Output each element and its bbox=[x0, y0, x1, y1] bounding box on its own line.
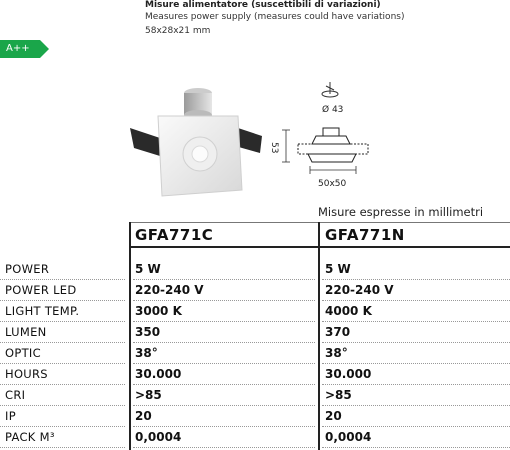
table-header-rule bbox=[130, 246, 510, 248]
power-supply-dimensions: 58x28x21 mm bbox=[145, 26, 211, 36]
row-dotted-rule bbox=[0, 447, 125, 448]
spec-value-model-2: 5 W bbox=[325, 262, 351, 276]
model-header-1: GFA771C bbox=[135, 226, 214, 244]
spec-label: LIGHT TEMP. bbox=[5, 304, 80, 318]
spec-value-model-1: 20 bbox=[135, 409, 152, 423]
table-top-rule bbox=[130, 222, 510, 223]
units-note: Misure espresse in millimetri bbox=[318, 205, 484, 219]
table-row bbox=[0, 364, 510, 385]
spec-value-model-2: 20 bbox=[325, 409, 342, 423]
spec-value-model-1: 220-240 V bbox=[135, 283, 204, 297]
table-row bbox=[0, 322, 510, 343]
spec-value-model-2: 220-240 V bbox=[325, 283, 394, 297]
spec-label: LUMEN bbox=[5, 325, 47, 339]
energy-class-badge: A++ bbox=[0, 40, 40, 58]
spec-value-model-1: 3000 K bbox=[135, 304, 182, 318]
spec-value-model-1: 5 W bbox=[135, 262, 161, 276]
table-row bbox=[0, 427, 510, 448]
table-row bbox=[0, 343, 510, 364]
table-row bbox=[0, 385, 510, 406]
diameter-label: Ø 43 bbox=[322, 105, 344, 115]
technical-drawing bbox=[268, 80, 388, 195]
spec-label: POWER LED bbox=[5, 283, 77, 297]
spec-value-model-1: >85 bbox=[135, 388, 162, 402]
table-row bbox=[0, 301, 510, 322]
power-supply-subtitle: Measures power supply (measures could have variations) bbox=[145, 12, 405, 22]
spec-value-model-2: 370 bbox=[325, 325, 351, 339]
product-photo bbox=[120, 78, 270, 208]
spec-value-model-1: 30.000 bbox=[135, 367, 182, 381]
row-dotted-rule bbox=[322, 447, 510, 448]
height-label: 53 bbox=[269, 142, 279, 154]
spec-value-model-2: 38° bbox=[325, 346, 348, 360]
spec-value-model-1: 38° bbox=[135, 346, 158, 360]
spec-value-model-2: 30.000 bbox=[325, 367, 372, 381]
spec-label: CRI bbox=[5, 388, 26, 402]
spec-label: PACK M³ bbox=[5, 430, 55, 444]
spec-value-model-2: 0,0004 bbox=[325, 430, 372, 444]
spec-label: HOURS bbox=[5, 367, 48, 381]
spec-value-model-1: 0,0004 bbox=[135, 430, 182, 444]
spec-value-model-2: >85 bbox=[325, 388, 352, 402]
spec-label: POWER bbox=[5, 262, 50, 276]
cutout-label: 50x50 bbox=[318, 179, 347, 189]
row-dotted-rule bbox=[133, 447, 315, 448]
spec-label: OPTIC bbox=[5, 346, 41, 360]
spec-value-model-2: 4000 K bbox=[325, 304, 372, 318]
power-supply-title: Misure alimentatore (suscettibili di variazioni) bbox=[145, 0, 381, 10]
model-header-2: GFA771N bbox=[325, 226, 405, 244]
table-row bbox=[0, 259, 510, 280]
table-row bbox=[0, 406, 510, 427]
table-row bbox=[0, 280, 510, 301]
spec-label: IP bbox=[5, 409, 16, 423]
spec-value-model-1: 350 bbox=[135, 325, 161, 339]
